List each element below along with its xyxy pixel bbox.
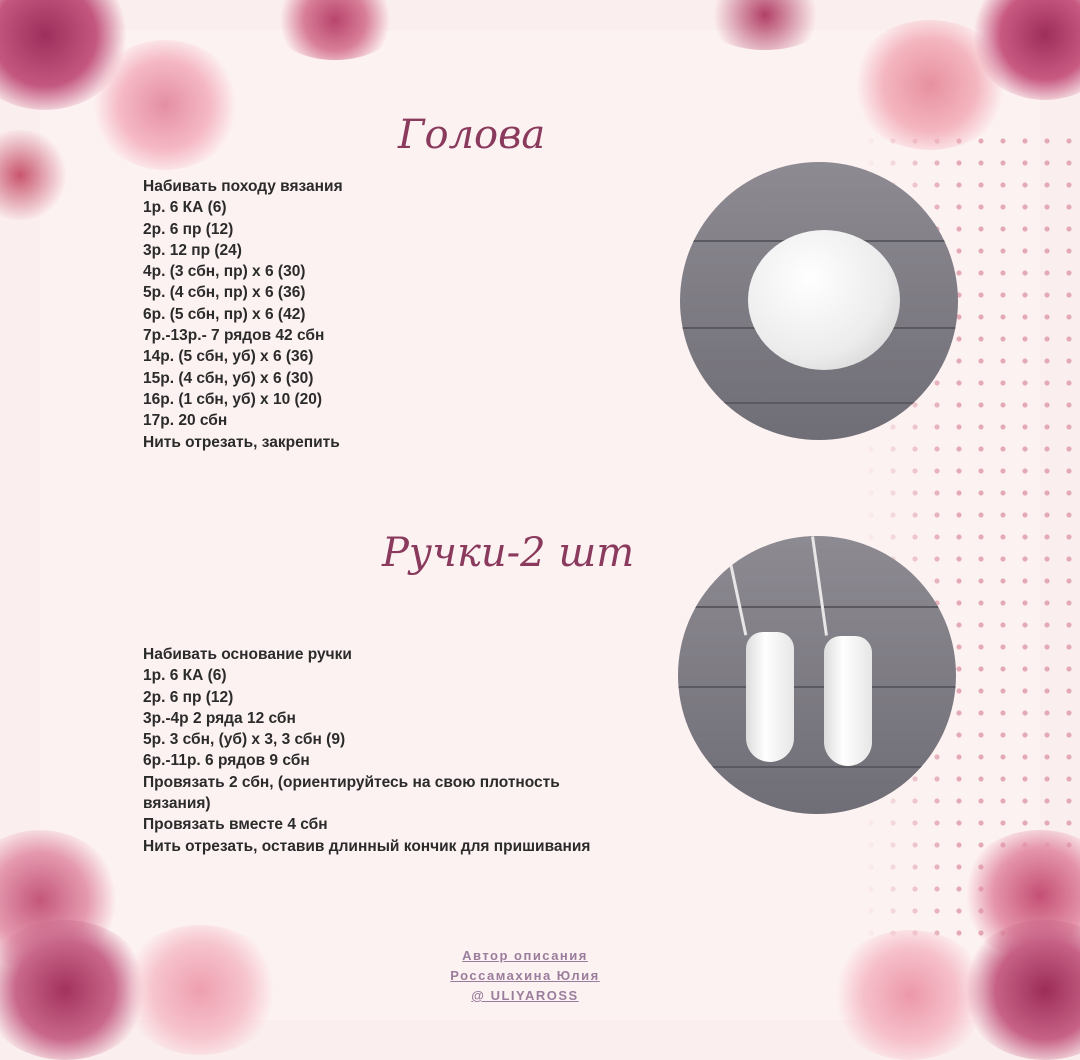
- instruction-line: Набивать походу вязания: [143, 178, 343, 195]
- flower-decoration: [120, 925, 280, 1055]
- instruction-line: Провязать 2 сбн, (ориентируйтесь на свою плотность: [143, 773, 560, 791]
- instruction-line: 7р.-13р.- 7 рядов 42 сбн: [143, 327, 325, 345]
- credit-label: Автор описания: [462, 948, 588, 963]
- instruction-line: 5р. 3 сбн, (уб) х 3, 3 сбн (9): [143, 731, 346, 749]
- instruction-line: Набивать основание ручки: [143, 646, 352, 663]
- flower-decoration: [90, 40, 240, 170]
- instruction-line: Нить отрезать, оставив длинный кончик для пришивания: [143, 837, 591, 855]
- instruction-line: 2р. 6 пр (12): [143, 688, 234, 706]
- instruction-line: 6р.-11р. 6 рядов 9 сбн: [143, 752, 310, 770]
- instruction-line: 15р. (4 сбн, уб) х 6 (30): [143, 369, 314, 387]
- instruction-line: 2р. 6 пр (12): [143, 220, 234, 238]
- instruction-line: 1р. 6 КА (6): [143, 199, 227, 217]
- instruction-line: 17р. 20 сбн: [143, 412, 228, 430]
- head-photo: [680, 162, 958, 440]
- author-credit: [400, 946, 650, 1006]
- instruction-line: 1р. 6 КА (6): [143, 667, 227, 685]
- instruction-line: 3р. 12 пр (24): [143, 241, 242, 259]
- instruction-line: 16р. (1 сбн, уб) х 10 (20): [143, 390, 323, 408]
- credit-author-name: Россамахина Юлия: [450, 968, 600, 983]
- head-section-title: Голова: [398, 112, 546, 158]
- instruction-line: вязания): [143, 795, 211, 813]
- instruction-line: 3р.-4р 2 ряда 12 сбн: [143, 709, 296, 727]
- instruction-line: 4р. (3 сбн, пр) х 6 (30): [143, 263, 306, 281]
- arms-instructions: [143, 644, 590, 857]
- arms-section-title: Ручки-2 шт: [382, 530, 635, 576]
- credit-handle-link[interactable]: @ ULIYAROSS: [471, 988, 579, 1003]
- instruction-line: 5р. (4 сбн, пр) х 6 (36): [143, 284, 306, 302]
- instruction-line: 6р. (5 сбн, пр) х 6 (42): [143, 305, 306, 323]
- instruction-line: Нить отрезать, закрепить: [143, 433, 340, 451]
- arms-photo: [678, 536, 956, 814]
- instruction-line: 14р. (5 сбн, уб) х 6 (36): [143, 348, 314, 366]
- instruction-line: Провязать вместе 4 сбн: [143, 816, 328, 834]
- head-instructions: [143, 176, 343, 453]
